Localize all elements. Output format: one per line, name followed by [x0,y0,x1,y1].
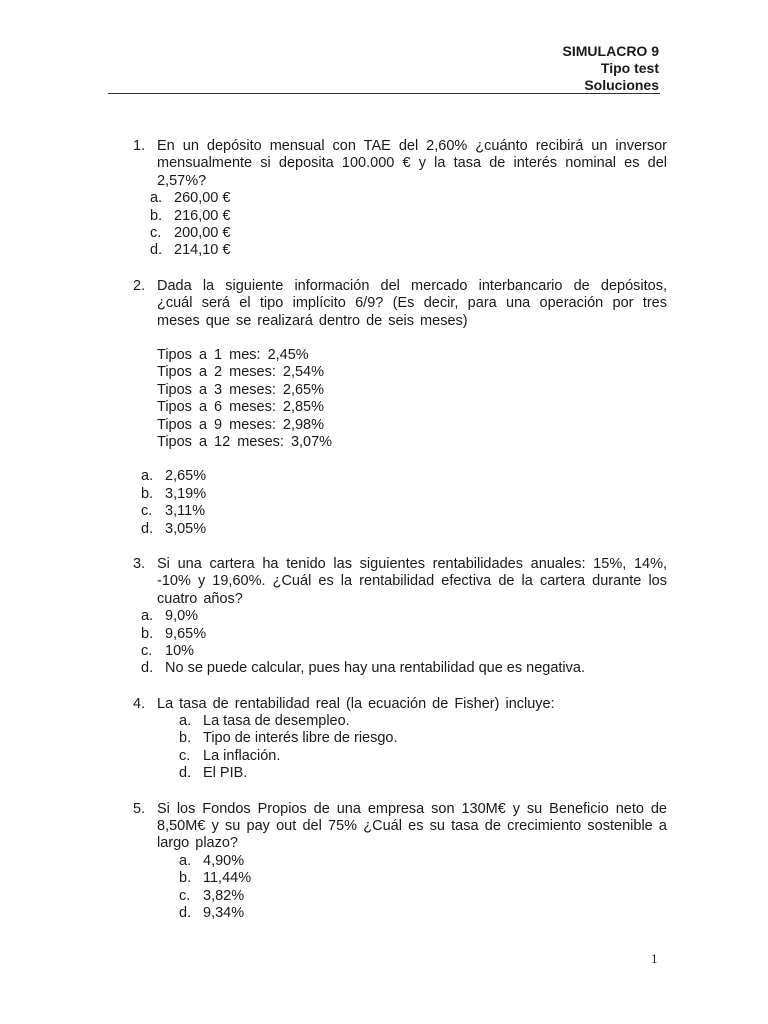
header-subtitle: Tipo test [600,60,659,76]
option-text: 3,11% [165,503,206,520]
option-letter: a. [141,468,154,485]
option-text: 9,34% [203,905,245,922]
option-d [0,521,768,538]
rate-item: Tipos a 12 meses: 3,07% [157,433,333,450]
option-letter: d. [179,905,192,922]
option-letter: b. [179,870,192,887]
rate-item: Tipos a 6 meses: 2,85% [157,399,325,416]
question-number: 5. [133,800,146,817]
option-c [0,503,768,520]
option-a [0,608,768,625]
option-letter: c. [179,887,191,904]
option-b [0,870,768,887]
questions-list [0,138,768,922]
option-letter: d. [141,660,154,677]
option-text: 3,82% [203,887,245,904]
option-letter: b. [150,207,163,224]
option-text: 200,00 € [174,225,231,241]
option-text: 11,44% [203,870,252,887]
option-letter: a. [179,852,192,869]
option-text: La inflación. [203,747,281,764]
question-number: 1. [133,138,146,154]
option-text: El PIB. [203,765,248,782]
question-number: 2. [133,277,146,294]
option-c [0,748,768,765]
option-d [0,242,768,259]
option-text: No se puede calcular, pues hay una rentabilidad que es negativa. [165,660,585,677]
option-letter: b. [141,625,154,642]
option-letter: c. [141,503,153,520]
question-text: Si una cartera ha tenido las siguientes rentabilidades anuales: 15%, 14%, -10% y 19,60%. ¿Cuál es la rentabilidad efectiva de la cartera durante los cuatro años? [157,555,667,607]
option-letter: b. [179,730,192,747]
option-letter: c. [141,642,153,659]
option-text: 10% [165,642,195,659]
option-a [0,713,768,730]
option-text: 216,00 € [174,207,231,224]
option-d [0,660,768,677]
question-text: Si los Fondos Propios de una empresa son 130M€ y su Beneficio neto de 8,50M€ y su pay out del 75% ¿Cuál es su tasa de crecimiento sostenible a largo plazo? [157,800,667,852]
option-letter: a. [150,190,163,207]
option-letter: d. [179,765,192,782]
option-c [0,225,768,242]
option-text: 3,05% [165,520,207,537]
option-text: 214,10 € [174,242,231,259]
option-letter: c. [150,225,162,241]
option-b [0,626,768,643]
header-solutions: Soluciones [584,77,659,93]
option-a [0,468,768,485]
option-letter: a. [179,713,192,730]
question-text: Dada la siguiente información del mercado interbancario de depósitos, ¿cuál será el tipo implícito 6/9? (Es decir, para una operación por tres meses que se realizará dentro de seis meses) [157,277,667,329]
option-text: 9,0% [165,608,199,625]
option-text: 4,90% [203,852,245,869]
option-text: La tasa de desempleo. [203,713,350,730]
option-letter: a. [141,608,154,625]
option-letter: c. [179,747,191,764]
interest-rates-list [157,347,768,451]
question-1 [0,138,768,260]
question-text: En un depósito mensual con TAE del 2,60% ¿cuánto recibirá un inversor mensualmente si deposita 100.000 € y la tasa de interés nominal es del 2,57%? [157,138,667,189]
document-header [563,43,659,94]
option-letter: d. [141,520,154,537]
option-d [0,905,768,922]
option-b [0,208,768,225]
option-a [0,853,768,870]
option-text: 9,65% [165,625,207,642]
option-letter: d. [150,242,163,259]
page-number: 1 [651,951,658,966]
option-letter: b. [141,485,154,502]
question-text: La tasa de rentabilidad real (la ecuación de Fisher) incluye: [157,695,555,712]
header-divider [108,93,660,94]
question-number: 3. [133,555,146,572]
rate-item: Tipos a 9 meses: 2,98% [157,416,325,433]
question-5 [0,801,768,923]
question-3 [0,556,768,678]
option-text: 2,65% [165,468,207,485]
header-title: SIMULACRO 9 [562,43,659,59]
question-4 [0,696,768,783]
option-d [0,765,768,782]
rate-item: Tipos a 3 meses: 2,65% [157,381,325,398]
option-text: 3,19% [165,485,207,502]
option-c [0,888,768,905]
rate-item: Tipos a 1 mes: 2,45% [157,347,309,363]
option-text: Tipo de interés libre de riesgo. [203,730,398,747]
option-text: 260,00 € [174,190,231,207]
question-2 [0,278,768,538]
option-b [0,486,768,503]
option-b [0,730,768,747]
option-c [0,643,768,660]
rate-item: Tipos a 2 meses: 2,54% [157,364,325,381]
option-a [0,190,768,207]
question-number: 4. [133,695,146,712]
